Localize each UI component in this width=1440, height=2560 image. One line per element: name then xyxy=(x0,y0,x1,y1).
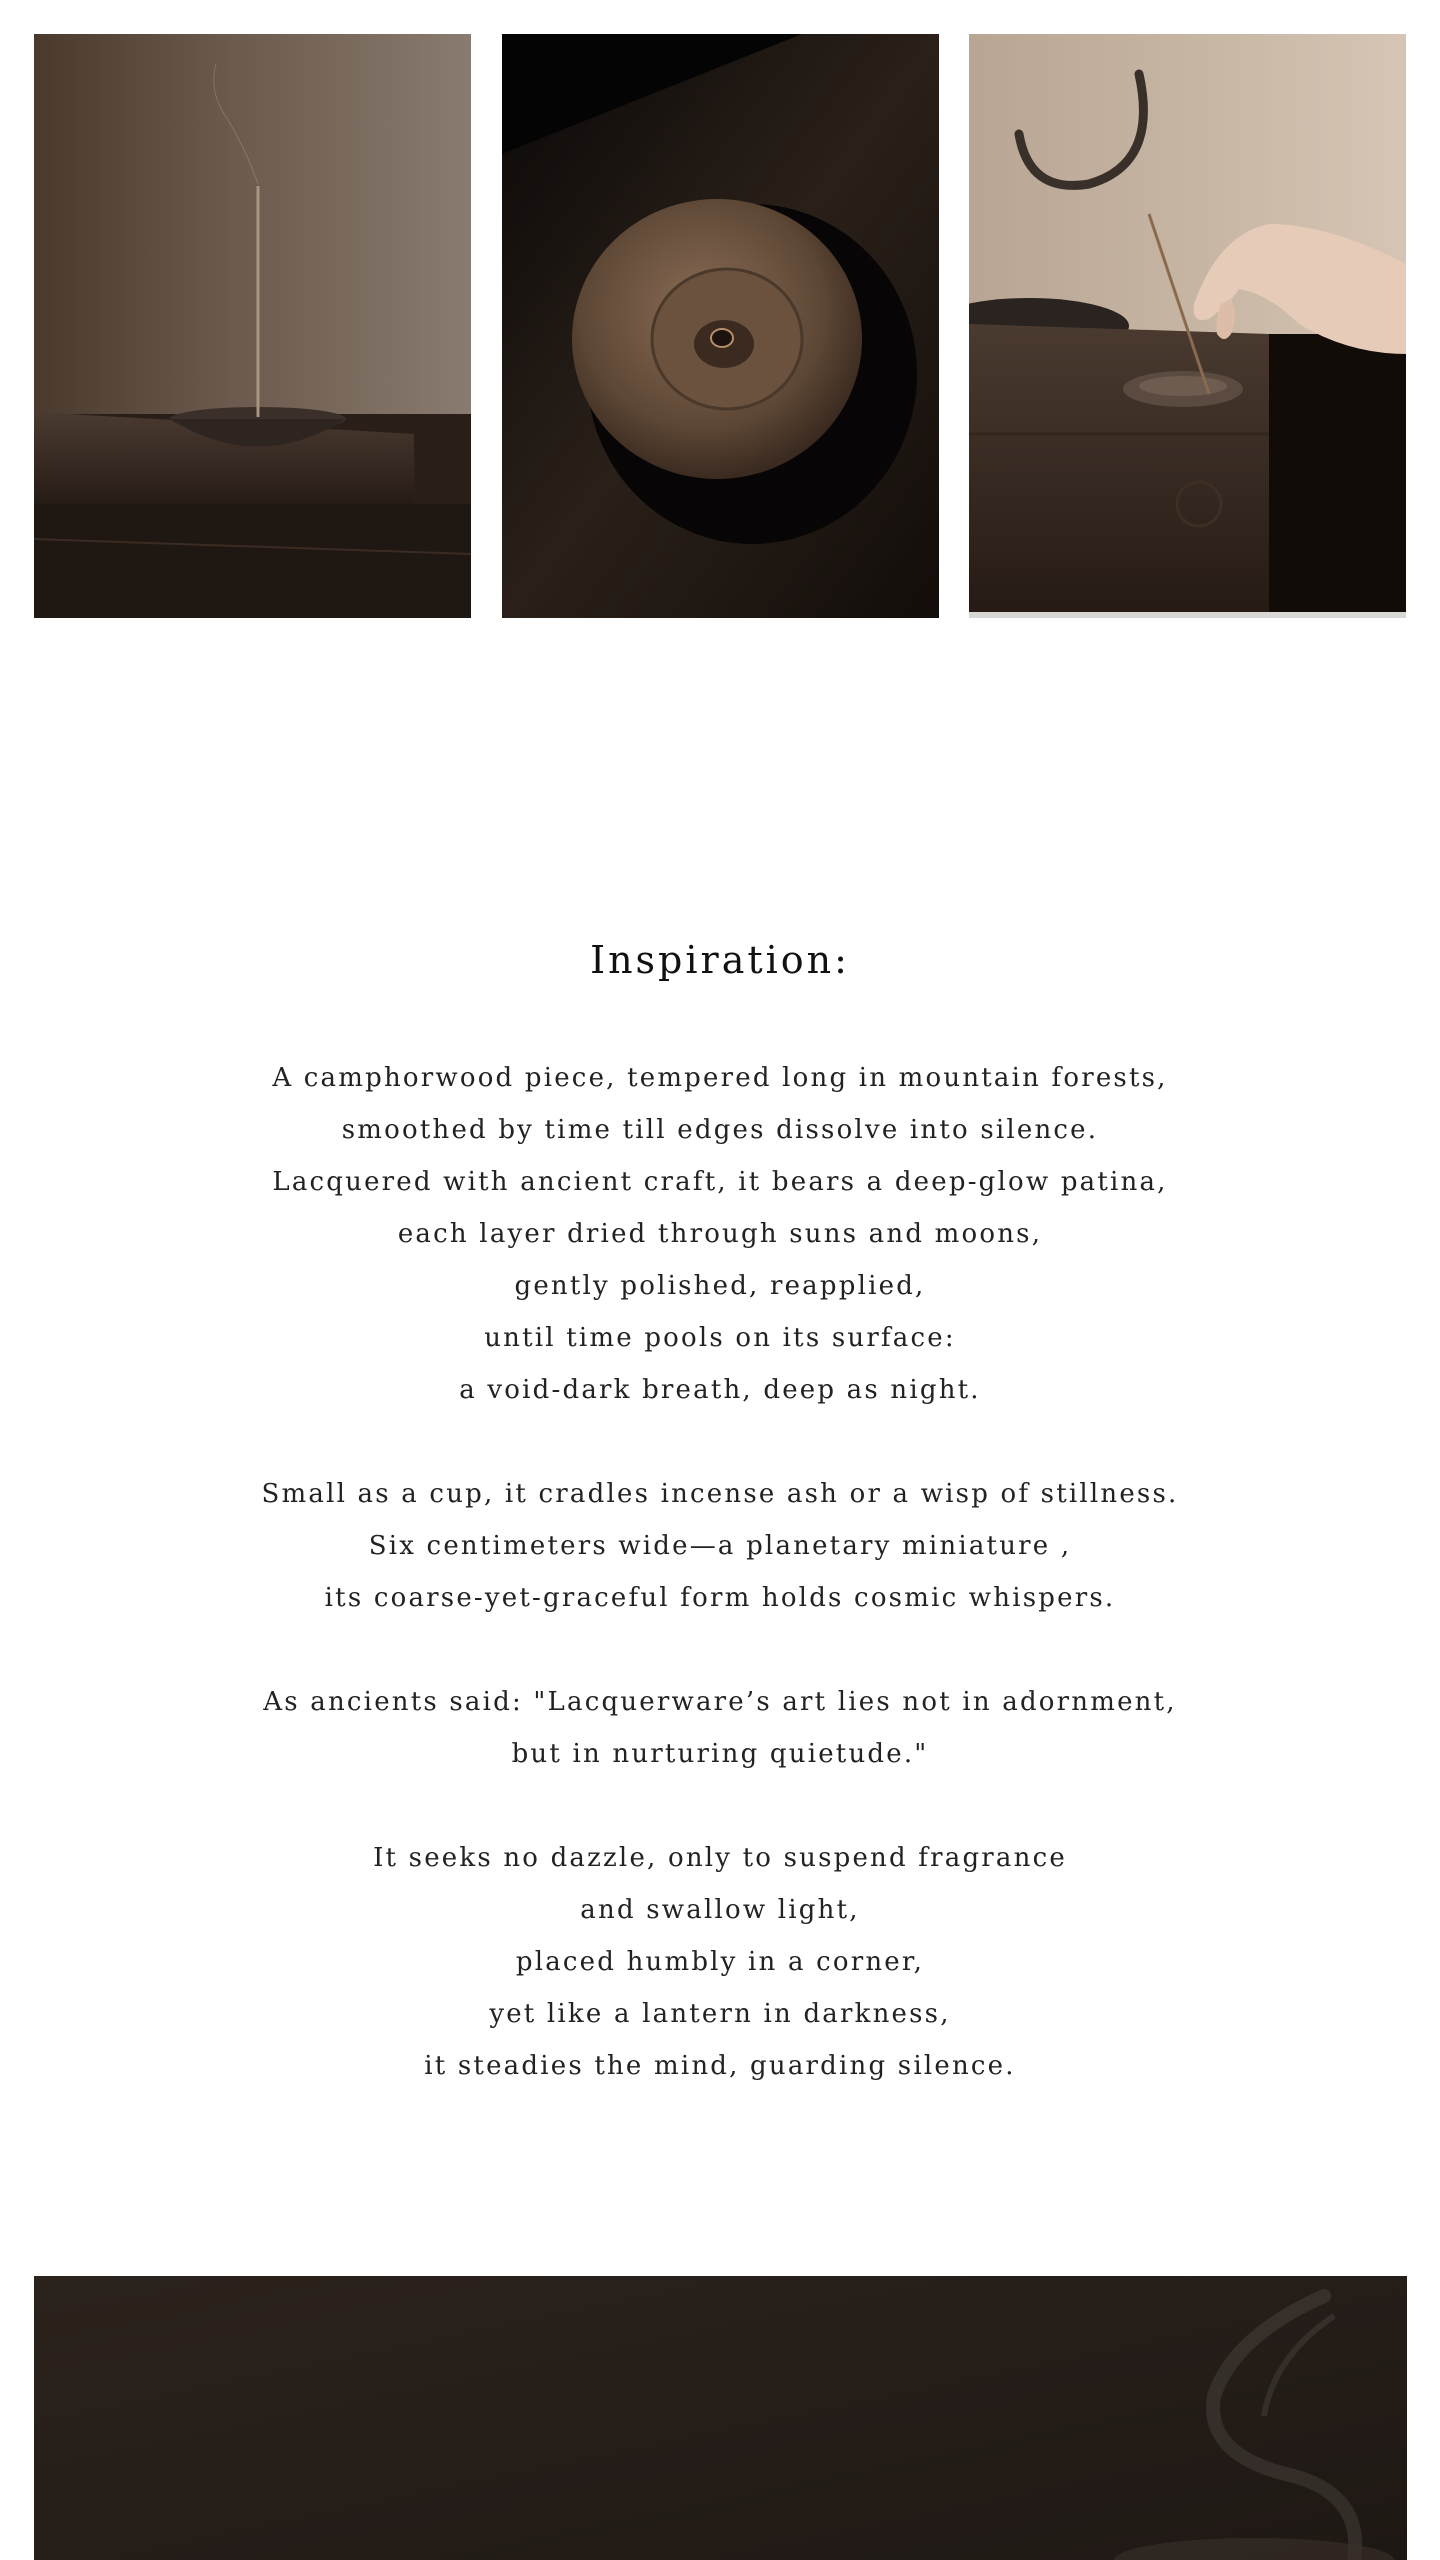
poem-line: placed humbly in a corner, xyxy=(515,1947,925,1977)
dark-incense-smoke-banner-photo[interactable] xyxy=(34,2276,1407,2560)
poem-line: yet like a lantern in darkness, xyxy=(489,1999,951,2029)
inspiration-section xyxy=(0,930,1440,2144)
poem-line: Six centimeters wide—a planetary miniature , xyxy=(368,1531,1072,1561)
poem-stanza-1 xyxy=(0,1052,1440,1416)
inspiration-heading: Inspiration: xyxy=(590,938,850,982)
round-incense-holder-top-view-photo[interactable] xyxy=(502,34,939,618)
poem-line: Lacquered with ancient craft, it bears a deep-glow patina, xyxy=(272,1167,1168,1197)
poem-line: gently polished, reapplied, xyxy=(514,1271,926,1301)
poem xyxy=(0,1052,1440,2092)
poem-line: As ancients said: "Lacquerware’s art lies not in adornment, xyxy=(263,1687,1177,1717)
poem-stanza-2 xyxy=(0,1468,1440,1624)
poem-line: and swallow light, xyxy=(580,1895,860,1925)
poem-line: until time pools on its surface: xyxy=(484,1323,956,1353)
poem-stanza-3 xyxy=(0,1676,1440,1780)
poem-line: each layer dried through suns and moons, xyxy=(397,1219,1043,1249)
poem-line: but in nurturing quietude." xyxy=(511,1739,929,1769)
hand-placing-incense-stick-photo[interactable] xyxy=(969,34,1406,618)
photo-gallery xyxy=(34,34,1406,618)
poem-line: a void-dark breath, deep as night. xyxy=(459,1375,981,1405)
poem-line: it steadies the mind, guarding silence. xyxy=(424,2051,1016,2081)
poem-line: its coarse-yet-graceful form holds cosmic whispers. xyxy=(324,1583,1116,1613)
incense-burner-on-wooden-block-photo[interactable] xyxy=(34,34,471,618)
poem-line: smoothed by time till edges dissolve into silence. xyxy=(341,1115,1099,1145)
poem-line: It seeks no dazzle, only to suspend fragrance xyxy=(373,1843,1067,1873)
poem-line: Small as a cup, it cradles incense ash or a wisp of stillness. xyxy=(261,1479,1179,1509)
poem-line: A camphorwood piece, tempered long in mountain forests, xyxy=(272,1063,1168,1093)
poem-stanza-4 xyxy=(0,1832,1440,2092)
